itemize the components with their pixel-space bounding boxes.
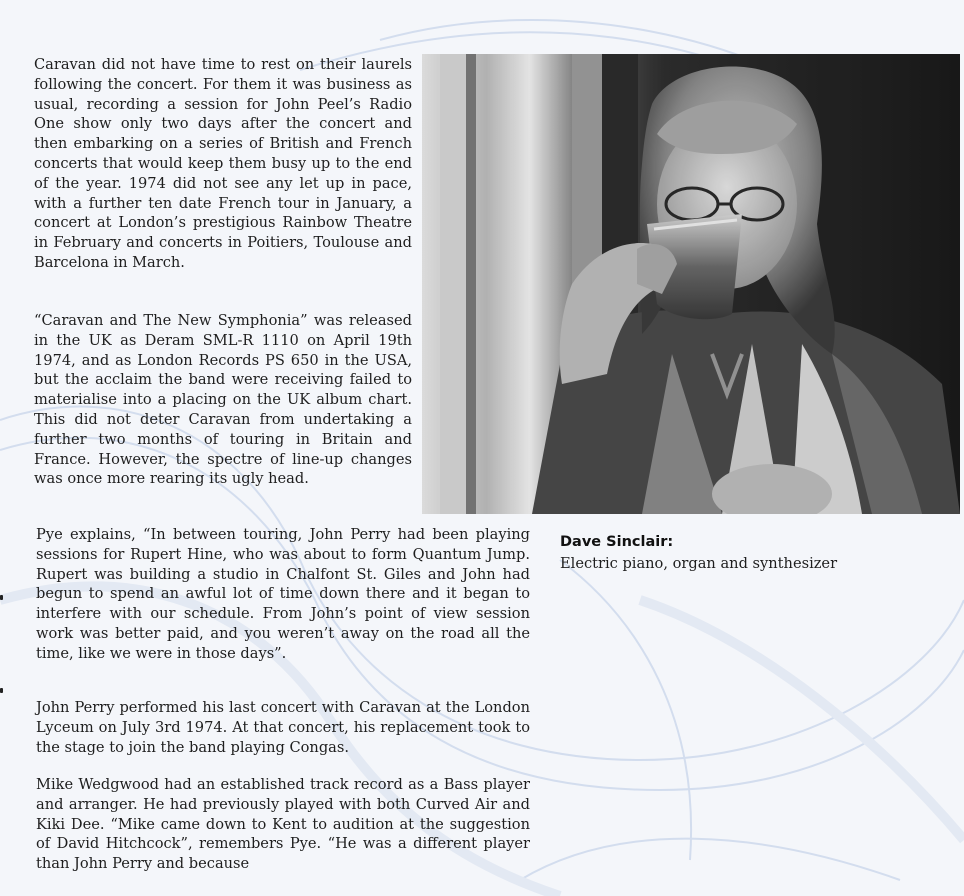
band-member-photo: [422, 54, 960, 514]
body-paragraph: John Perry performed his last concert with Caravan at the London Lyceum on July 3rd 1974. At that concert, his replacement took to the stage to join the band playing Congas.: [36, 699, 530, 756]
photo-caption: [560, 532, 920, 574]
scan-edge-mark: [0, 595, 3, 600]
caption-role: Electric piano, organ and synthesizer: [560, 555, 838, 572]
body-paragraph: “Caravan and The New Symphonia” was released in the UK as Deram SML-R 1110 on April 19th 1974, and as London Records PS 650 in the USA, but the acclaim the band were receiving failed to materialise into a placing on the UK album chart. This did not deter Caravan from undertaking a further two months of touring in Britain and France. However, the spectre of line-up changes was once more rearing its ugly head.: [34, 312, 412, 488]
body-paragraph: Caravan did not have time to rest on their laurels following the concert. For them it was business as usual, recording a session for John Peel’s Radio One show only two days after the concert and then embarking on a series of British and French concerts that would keep them busy up to the end of the year. 1974 did not see any let up in pace, with a further ten date French tour in January, a concert at London’s prestigious Rainbow Theatre in February and concerts in Poitiers, Toulouse and Barcelona in March.: [34, 56, 412, 271]
body-paragraph: Mike Wedgwood had an established track record as a Bass player and arranger. He had previously played with both Curved Air and Kiki Dee. “Mike came down to Kent to audition at the suggestion of David Hitchcock”, remembers Pye. “He was a different player than John Perry and because: [36, 776, 530, 873]
scan-edge-mark: [0, 688, 3, 693]
body-paragraph: Pye explains, “In between touring, John Perry had been playing sessions for Rupert Hine, who was about to form Quantum Jump. Rupert was building a studio in Chalfont St. Giles and John had begun to spend an awful lot of time down there and it began to interfere with our schedule. From John’s point of view session work was better paid, and you weren’t away on the road all the time, like we were in those days”.: [36, 526, 530, 662]
caption-name: Dave Sinclair:: [560, 534, 674, 550]
